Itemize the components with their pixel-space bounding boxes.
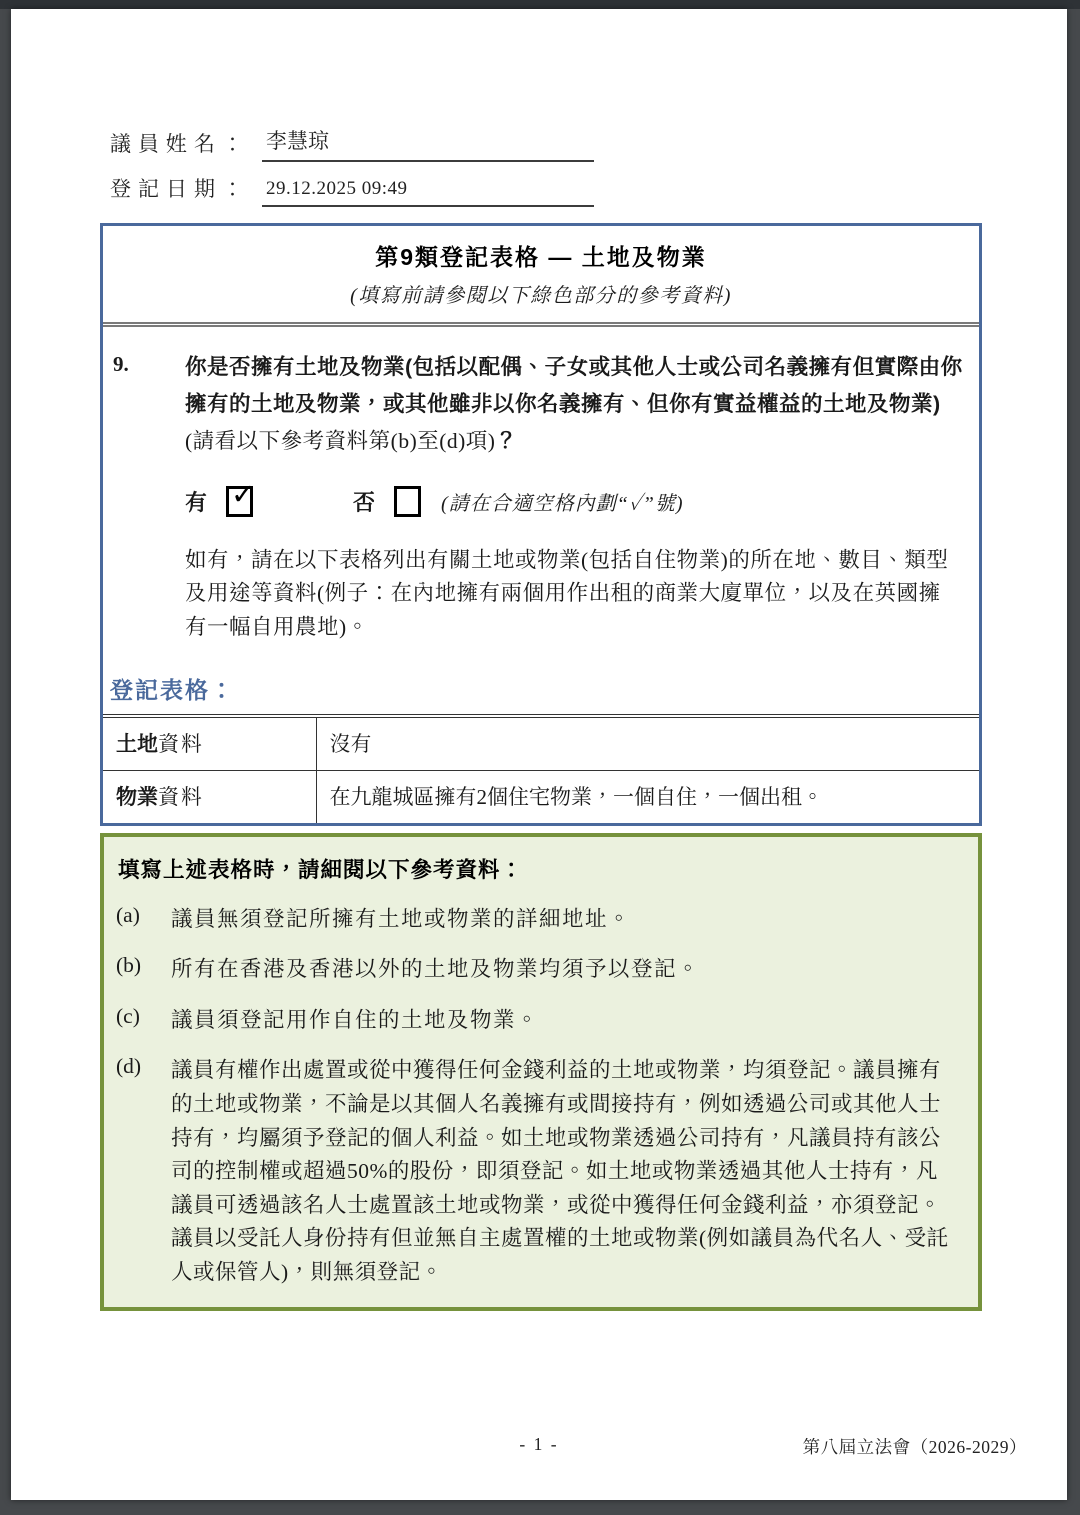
table-row-land: [103, 716, 979, 771]
form-title: 第9類登記表格 — 土地及物業: [375, 244, 707, 270]
yes-label: 有: [185, 489, 208, 515]
form-title-section: [103, 226, 979, 313]
reg-date-label: 登記日期：: [110, 177, 250, 201]
item-key: (b): [116, 953, 142, 978]
question-number: 9.: [113, 352, 129, 376]
page-footer: [11, 1434, 1067, 1460]
member-name-label: 議員姓名：: [110, 132, 250, 156]
no-label: 否: [353, 489, 376, 515]
register-form-heading: 登記表格：: [110, 676, 235, 703]
document-page: [11, 9, 1067, 1500]
form-subtitle: (填寫前請參閱以下綠色部分的參考資料): [350, 285, 732, 307]
item-text: 議員無須登記所擁有土地或物業的詳細地址。: [171, 906, 632, 931]
reference-item-c: [116, 1004, 958, 1038]
table-row-property: [103, 770, 979, 823]
question-text: [185, 349, 965, 460]
row-label-bold: 土地: [116, 732, 158, 756]
question-text-bold: 你是否擁有土地及物業(包括以配偶、子女或其他人士或公司名義擁有但實際由你擁有的土地及物業，或其他雖非以你名義擁有、但你有實益權益的土地及物業): [185, 355, 963, 416]
item-text: 議員有權作出處置或從中獲得任何金錢利益的土地或物業，均須登記。議員擁有的土地或物業，不論是以其個人名義擁有或間接持有，例如透過公司或其他人士持有，均屬須予登記的個人利益。如土地或物業透過公司持有，凡議員持有該公司的控制權或超過50%的股份，即須登記。如土地或物業透過其他人士持有，凡議員可透過該名人士處置該土地或物業，或從中獲得任何金錢利益，亦須登記。議員以受託人身份持有但並無自主處置權的土地或物業(例如議員為代名人、受託人或保管人)，則無須登記。: [171, 1058, 949, 1284]
question-text-regular: (請看以下參考資料第(b)至(d)項): [185, 428, 496, 453]
item-text: 所有在香港及香港以外的土地及物業均須予以登記。: [171, 957, 701, 982]
question-section: [103, 327, 979, 460]
checkbox-instruction: (請在合適空格內劃“✓”號): [441, 492, 684, 515]
instruction-paragraph: 如有，請在以下表格列出有關土地或物業(包括自住物業)的所在地、數目、類型及用途等資料(例子：在內地擁有兩個用作出租的商業大廈單位，以及在英國擁有一幅自用農地)。: [185, 547, 949, 639]
reference-item-d: [116, 1054, 958, 1289]
row-value[interactable]: 在九龍城區擁有2個住宅物業，一個自住，一個出租。: [316, 770, 979, 823]
item-key: (a): [116, 902, 140, 927]
row-label-bold: 物業: [116, 785, 158, 809]
row-label-rest: 資料: [158, 731, 204, 756]
form-box: [100, 223, 982, 826]
item-key: (d): [116, 1054, 142, 1079]
question-mark: ？: [495, 428, 518, 453]
reg-date-value[interactable]: 29.12.2025 09:49: [262, 178, 594, 207]
row-label: [103, 770, 316, 823]
reference-item-a: [116, 903, 958, 937]
reference-heading: 填寫上述表格時，請細閱以下參考資料：: [118, 857, 524, 882]
item-text: 議員須登記用作自住的土地及物業。: [171, 1007, 540, 1032]
reg-date-row: [110, 173, 1067, 207]
row-value[interactable]: 沒有: [316, 716, 979, 771]
row-label: [103, 716, 316, 771]
page-number: - 1 -: [519, 1434, 559, 1454]
legco-term-label: 第八屆立法會（2026-2029）: [802, 1437, 1027, 1457]
checkbox-row: [185, 476, 979, 517]
header-fields: [110, 125, 1067, 207]
reference-box: [100, 833, 982, 1311]
member-name-value[interactable]: 李慧琼: [262, 125, 594, 162]
row-label-rest: 資料: [158, 784, 204, 809]
member-name-row: [110, 125, 1067, 162]
checkmark-icon: ✓: [231, 476, 256, 511]
register-table: [103, 714, 979, 823]
no-checkbox[interactable]: [394, 486, 421, 517]
reference-item-b: [116, 953, 958, 987]
item-key: (c): [116, 1003, 140, 1028]
yes-checkbox[interactable]: [226, 476, 256, 517]
